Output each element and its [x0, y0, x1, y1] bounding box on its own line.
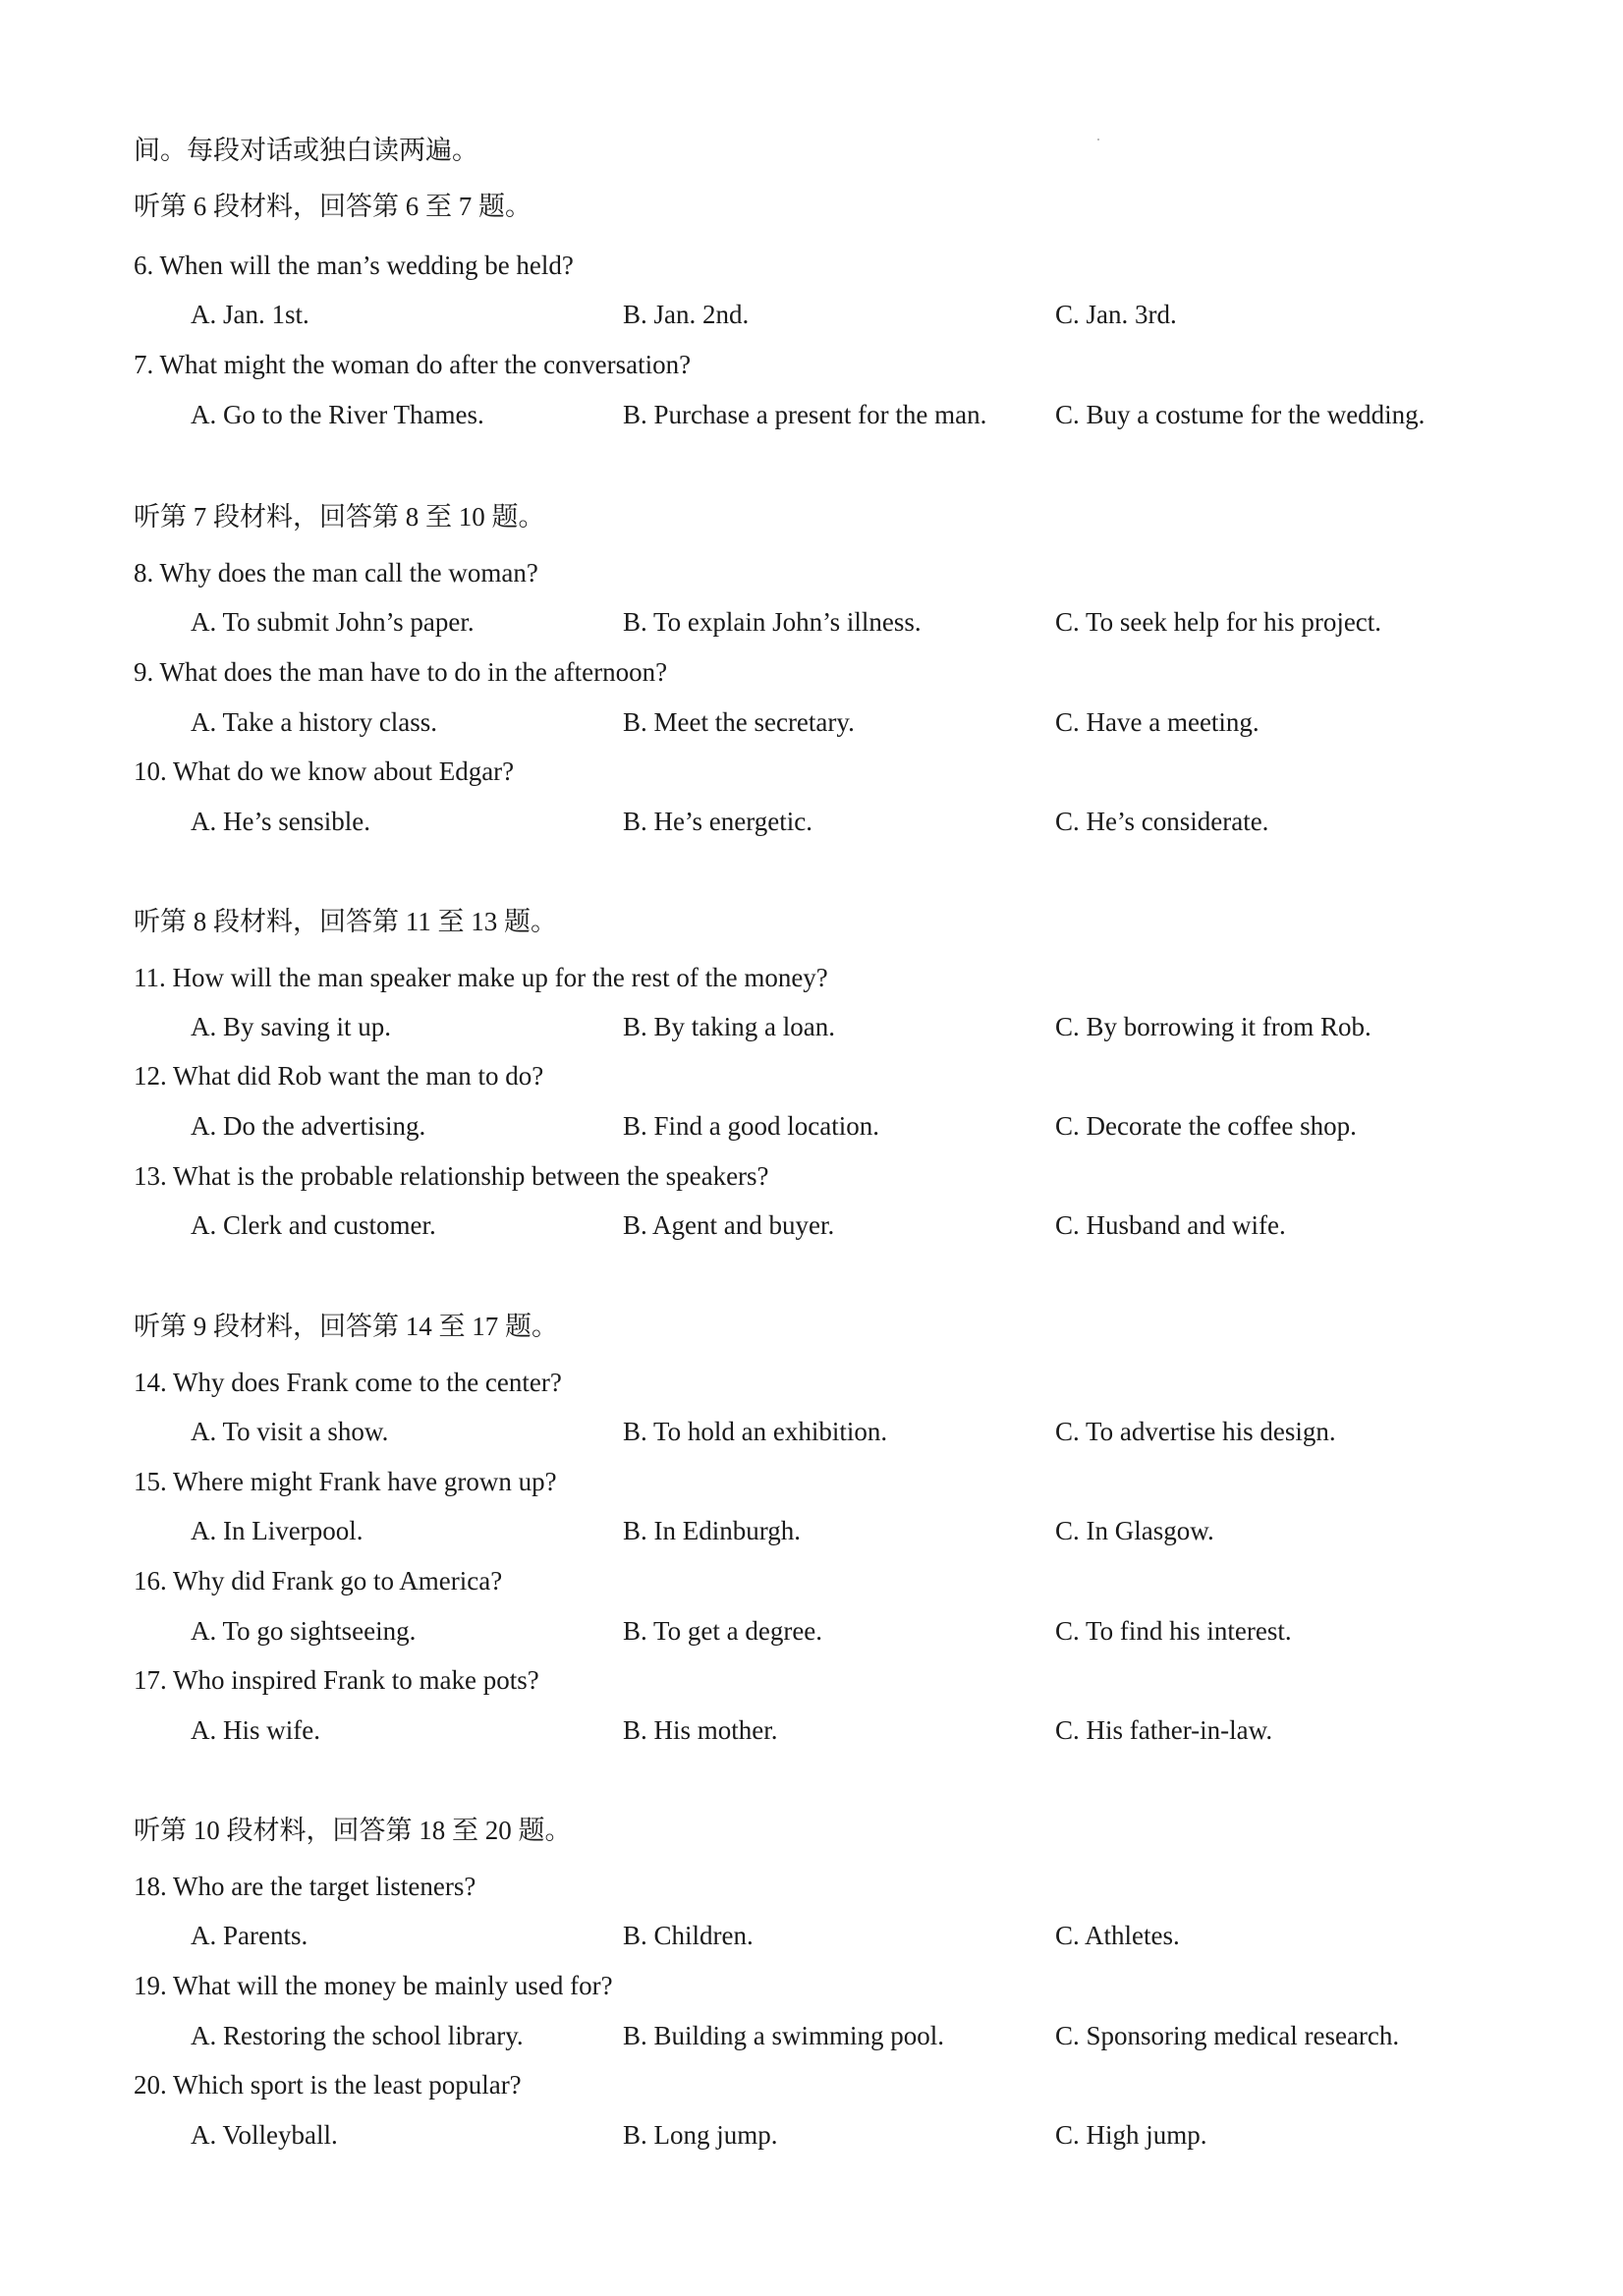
- option-a: A. Do the advertising.: [191, 1111, 426, 1141]
- option-b: B. In Edinburgh.: [623, 1516, 801, 1545]
- option-a: A. In Liverpool.: [191, 1516, 364, 1545]
- option-a: A. To submit John’s paper.: [191, 607, 475, 637]
- option-a: A. Jan. 1st.: [191, 300, 309, 329]
- question: 17. Who inspired Frank to make pots?: [134, 1665, 539, 1695]
- option-c: C. To advertise his design.: [1055, 1417, 1336, 1446]
- option-c: C. Sponsoring medical research.: [1055, 2021, 1400, 2050]
- option-c: C. Decorate the coffee shop.: [1055, 1111, 1357, 1141]
- option-c: C. Jan. 3rd.: [1055, 300, 1177, 329]
- question: 13. What is the probable relationship between the speakers?: [134, 1161, 769, 1191]
- option-b: B. He’s energetic.: [623, 807, 812, 836]
- option-a: A. Go to the River Thames.: [191, 400, 484, 429]
- question: 10. What do we know about Edgar?: [134, 756, 515, 786]
- question: 7. What might the woman do after the conversation?: [134, 350, 692, 379]
- section-heading: 听第 6 段材料，回答第 6 至 7 题。: [134, 192, 532, 221]
- option-c: C. Buy a costume for the wedding.: [1055, 400, 1426, 429]
- question: 18. Who are the target listeners?: [134, 1872, 476, 1901]
- option-c: C. Athletes.: [1055, 1921, 1180, 1950]
- option-c: C. His father-in-law.: [1055, 1715, 1273, 1745]
- option-c: C. To seek help for his project.: [1055, 607, 1382, 637]
- option-b: B. Building a swimming pool.: [623, 2021, 945, 2050]
- option-a: A. Clerk and customer.: [191, 1210, 436, 1240]
- option-b: B. To hold an exhibition.: [623, 1417, 888, 1446]
- option-c: C. To find his interest.: [1055, 1616, 1292, 1646]
- option-a: A. By saving it up.: [191, 1012, 392, 1041]
- option-a: A. His wife.: [191, 1715, 320, 1745]
- section-heading: 听第 7 段材料，回答第 8 至 10 题。: [134, 502, 545, 532]
- question: 20. Which sport is the least popular?: [134, 2070, 522, 2100]
- section-heading: 听第 8 段材料，回答第 11 至 13 题。: [134, 907, 557, 936]
- question: 16. Why did Frank go to America?: [134, 1566, 503, 1596]
- question: 12. What did Rob want the man to do?: [134, 1061, 544, 1091]
- scan-speck: [1097, 139, 1099, 140]
- question: 11. How will the man speaker make up for the rest of the money?: [134, 963, 828, 992]
- option-b: B. To get a degree.: [623, 1616, 823, 1646]
- question: 19. What will the money be mainly used for?: [134, 1971, 613, 2000]
- option-b: B. Agent and buyer.: [623, 1210, 835, 1240]
- section-heading: 听第 9 段材料，回答第 14 至 17 题。: [134, 1312, 558, 1341]
- section-heading: 听第 10 段材料，回答第 18 至 20 题。: [134, 1816, 572, 1845]
- option-a: A. He’s sensible.: [191, 807, 370, 836]
- option-c: C. High jump.: [1055, 2120, 1207, 2150]
- option-b: B. Jan. 2nd.: [623, 300, 750, 329]
- option-b: B. By taking a loan.: [623, 1012, 835, 1041]
- option-c: C. He’s considerate.: [1055, 807, 1269, 836]
- option-c: C. Have a meeting.: [1055, 707, 1259, 737]
- question: 8. Why does the man call the woman?: [134, 558, 538, 588]
- question: 9. What does the man have to do in the afternoon?: [134, 657, 668, 687]
- option-b: B. Long jump.: [623, 2120, 778, 2150]
- option-b: B. Find a good location.: [623, 1111, 879, 1141]
- option-b: B. Children.: [623, 1921, 754, 1950]
- intro-text: 间。每段对话或独白读两遍。: [134, 136, 478, 165]
- question: 6. When will the man’s wedding be held?: [134, 251, 574, 280]
- option-c: C. In Glasgow.: [1055, 1516, 1214, 1545]
- question: 14. Why does Frank come to the center?: [134, 1368, 562, 1397]
- option-a: A. To visit a show.: [191, 1417, 389, 1446]
- option-b: B. His mother.: [623, 1715, 778, 1745]
- option-b: B. Meet the secretary.: [623, 707, 855, 737]
- question: 15. Where might Frank have grown up?: [134, 1467, 557, 1496]
- option-c: C. By borrowing it from Rob.: [1055, 1012, 1371, 1041]
- option-a: A. Volleyball.: [191, 2120, 338, 2150]
- option-c: C. Husband and wife.: [1055, 1210, 1286, 1240]
- option-a: A. Parents.: [191, 1921, 308, 1950]
- option-a: A. To go sightseeing.: [191, 1616, 417, 1646]
- option-a: A. Take a history class.: [191, 707, 438, 737]
- option-b: B. Purchase a present for the man.: [623, 400, 987, 429]
- option-a: A. Restoring the school library.: [191, 2021, 524, 2050]
- option-b: B. To explain John’s illness.: [623, 607, 922, 637]
